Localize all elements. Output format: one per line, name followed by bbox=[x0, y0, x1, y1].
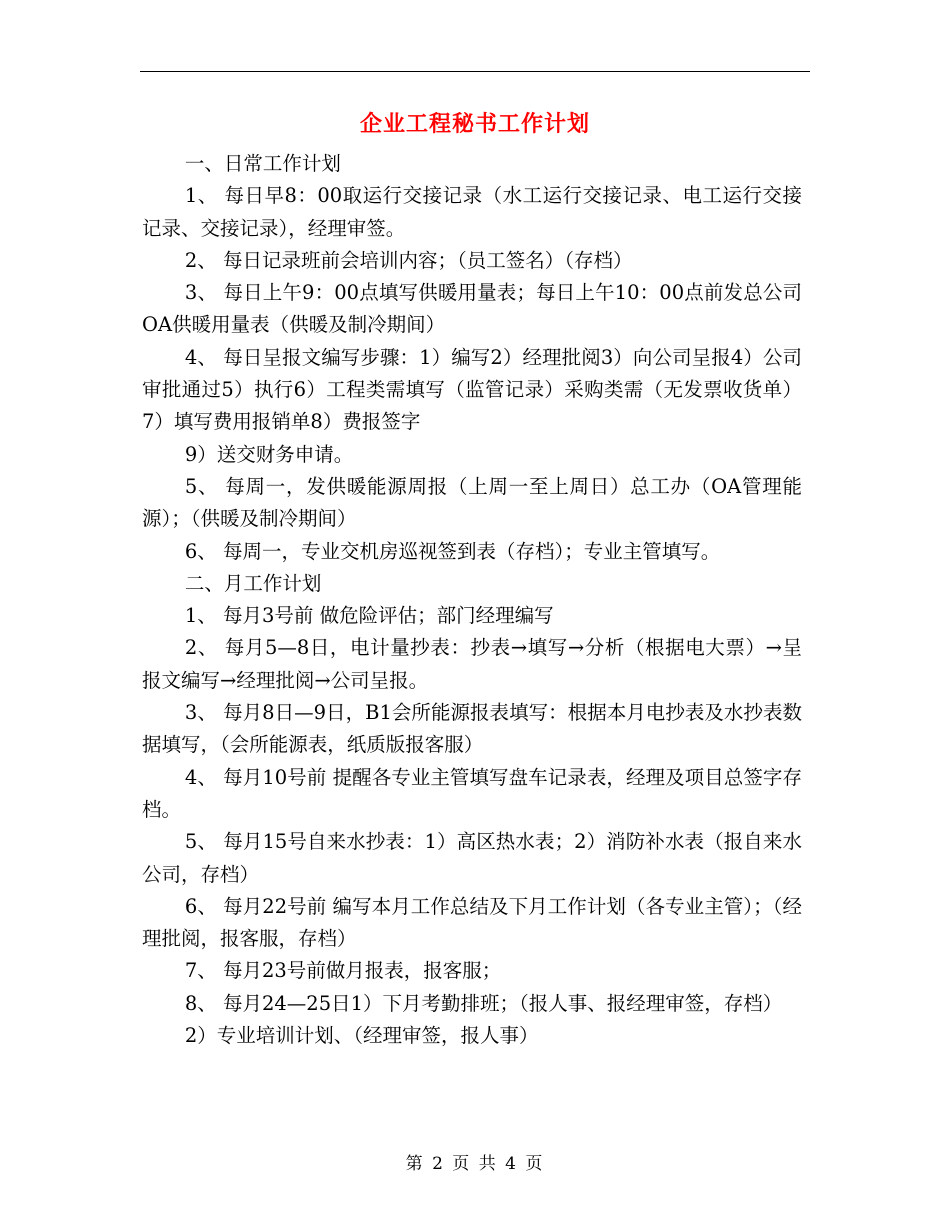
document-title: 企业工程秘书工作计划 bbox=[359, 112, 590, 137]
paragraph: 1、 每月3号前 做危险评估；部门经理编写 bbox=[184, 604, 554, 628]
paragraph: 2、 每日记录班前会培训内容；（员工签名）（存档） bbox=[184, 248, 633, 272]
paragraph: 2、 每月5—8日，电计量抄表：抄表→填写→分析（根据电大票）→呈报文编写→经理批阅→公司呈报。 bbox=[142, 636, 802, 692]
document-body bbox=[142, 148, 802, 1052]
section-heading-monthly: 二、月工作计划 bbox=[184, 571, 322, 595]
paragraph: 7、 每月23号前做月报表，报客服； bbox=[184, 959, 502, 983]
paragraph: 5、 每周一，发供暖能源周报（上周一至上周日）总工办（OA管理能源）；（供暖及制冷期间） bbox=[142, 474, 802, 531]
paragraph: 1、 每日早8：00取运行交接记录（水工运行交接记录、电工运行交接记录、交接记录），经理审签。 bbox=[142, 184, 802, 240]
paragraph: 4、 每日呈报文编写步骤：1）编写2）经理批阅3）向公司呈报4）公司审批通过5）执行6）工程类需填写（监管记录）采购类需（无发票收货单）7）填写费用报销单8）费报签字 bbox=[142, 345, 802, 434]
paragraph: 8、 每月24—25日1）下月考勤排班；（报人事、报经理审签，存档） bbox=[184, 991, 783, 1015]
paragraph: 3、 每日上午9：00点填写供暖用量表；每日上午10：00点前发总公司OA供暖用量表（供暖及制冷期间） bbox=[142, 281, 802, 337]
paragraph: 3、 每月8日—9日，B1会所能源报表填写：根据本月电抄表及水抄表数据填写，（会所能源表，纸质版报客服） bbox=[142, 701, 802, 757]
paragraph: 4、 每月10号前 提醒各专业主管填写盘车记录表，经理及项目总签字存档。 bbox=[142, 765, 802, 821]
page-number-footer: 第 2 页 共 4 页 bbox=[405, 1154, 545, 1174]
paragraph: 6、 每周一，专业交机房巡视签到表（存档）；专业主管填写。 bbox=[184, 539, 721, 563]
paragraph: 9）送交财务申请。 bbox=[184, 442, 354, 466]
header-rule bbox=[140, 71, 810, 72]
section-heading-daily: 一、日常工作计划 bbox=[184, 152, 341, 175]
paragraph: 2）专业培训计划、（经理审签，报人事） bbox=[184, 1024, 539, 1048]
paragraph: 5、 每月15号自来水抄表：1）高区热水表；2）消防补水表（报自来水公司，存档） bbox=[142, 830, 802, 886]
paragraph: 6、 每月22号前 编写本月工作总结及下月工作计划（各专业主管）；（经理批阅，报客服，存档） bbox=[142, 894, 802, 951]
